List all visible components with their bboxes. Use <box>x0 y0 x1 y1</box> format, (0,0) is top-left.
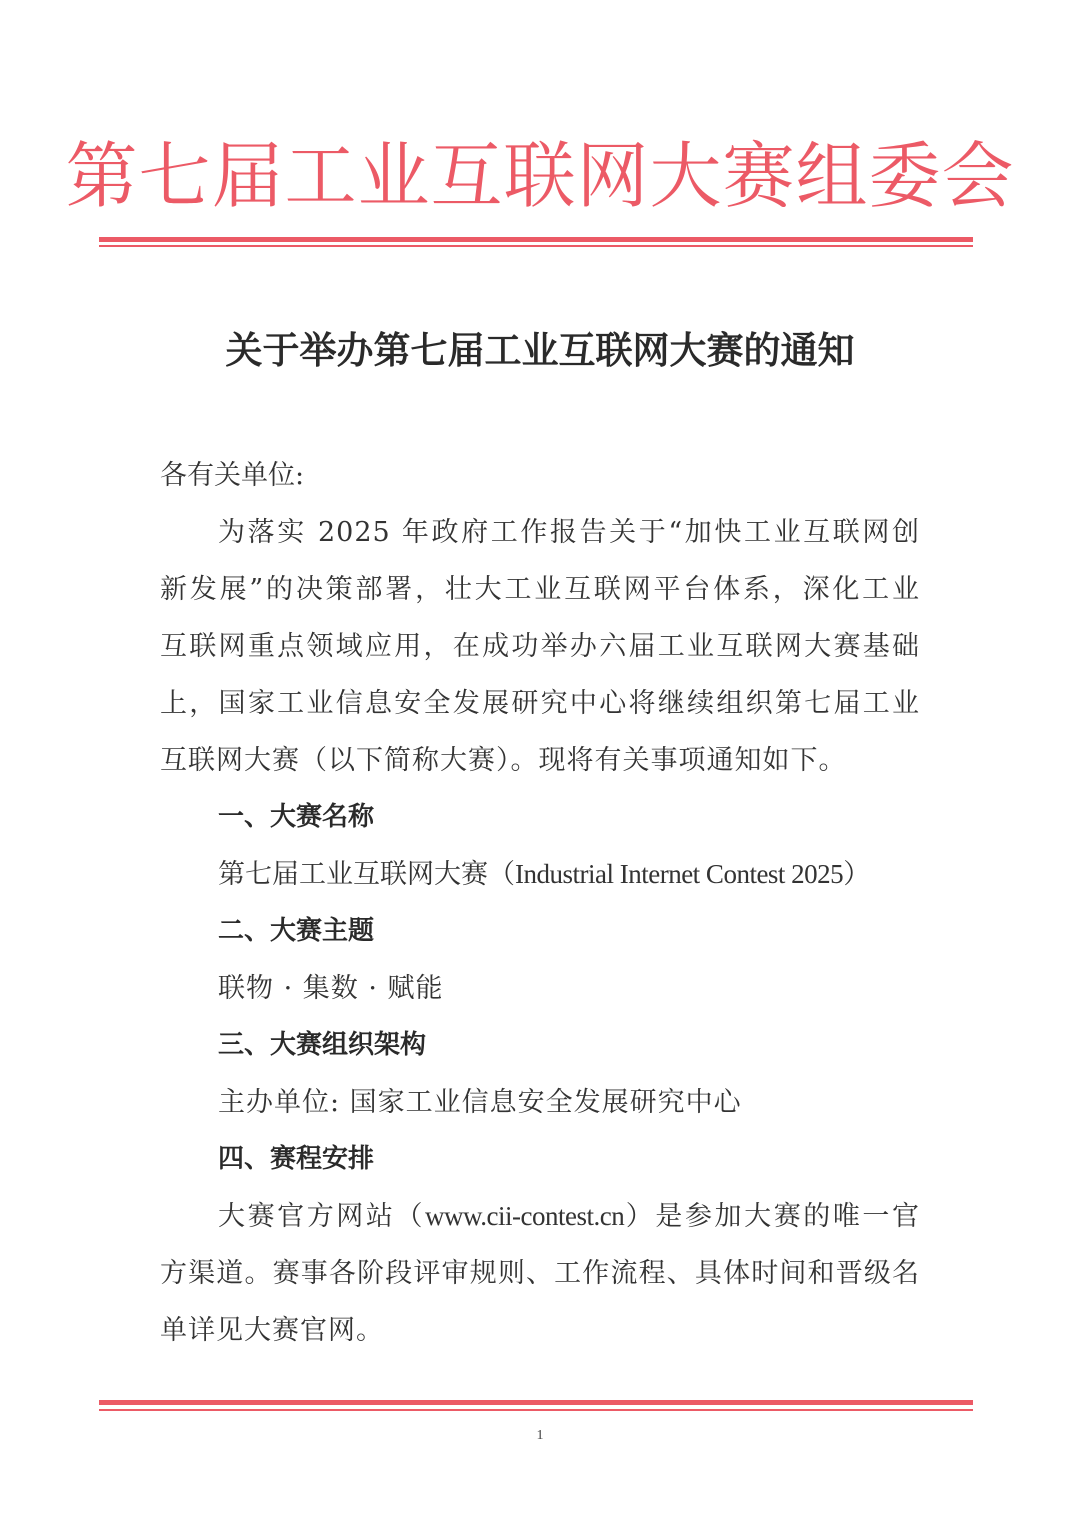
section-content-organization: 主办单位: 国家工业信息安全发展研究中心 <box>218 1087 742 1118</box>
schedule-line-2: 方渠道。赛事各阶段评审规则、工作流程、具体时间和晋级名 <box>160 1258 920 1289</box>
intro-line-2: 新发展”的决策部署，壮大工业互联网平台体系，深化工业 <box>160 574 920 605</box>
header-rule-thick <box>99 237 973 242</box>
section-heading-schedule: 四、赛程安排 <box>218 1144 375 1174</box>
contest-name-cn: 第七届工业互联网大赛（ <box>218 859 515 890</box>
schedule-line-3: 单详见大赛官网。 <box>160 1315 384 1346</box>
section-content-name <box>160 846 920 903</box>
intro-line-5: 互联网大赛（以下简称大赛）。现将有关事项通知如下。 <box>160 745 847 776</box>
contest-name-close: ） <box>843 859 871 890</box>
intro-line-1: 为落实 2025 年政府工作报告关于“加快工业互联网创 <box>218 517 920 548</box>
salutation: 各有关单位: <box>160 460 305 491</box>
contest-name-en: Industrial Internet Contest 2025 <box>515 859 844 889</box>
issuer-header: 第七届工业互联网大赛组委会 <box>65 134 1015 218</box>
schedule-line-1 <box>160 1188 920 1245</box>
notice-title: 关于举办第七届工业互联网大赛的通知 <box>225 328 855 372</box>
section-heading-theme: 二、大赛主题 <box>218 916 375 946</box>
official-website-url: www.cii-contest.cn <box>425 1201 625 1231</box>
schedule-line-1-start: 大赛官方网站（ <box>218 1201 426 1232</box>
section-heading-organization: 三、大赛组织架构 <box>218 1030 427 1060</box>
page-number: 1 <box>536 1428 544 1443</box>
intro-line-4: 上，国家工业信息安全发展研究中心将继续组织第七届工业 <box>160 688 920 719</box>
intro-line-3: 互联网重点领域应用，在成功举办六届工业互联网大赛基础 <box>160 631 920 662</box>
header-rule-thin <box>99 245 973 247</box>
notice-body <box>160 447 920 1359</box>
section-content-theme: 联物 · 集数 · 赋能 <box>218 973 444 1004</box>
section-heading-name: 一、大赛名称 <box>218 802 375 832</box>
footer-rule-thick <box>99 1400 973 1405</box>
footer-rule-thin <box>99 1409 973 1411</box>
schedule-line-1-end: ）是参加大赛的唯一官 <box>624 1201 920 1232</box>
